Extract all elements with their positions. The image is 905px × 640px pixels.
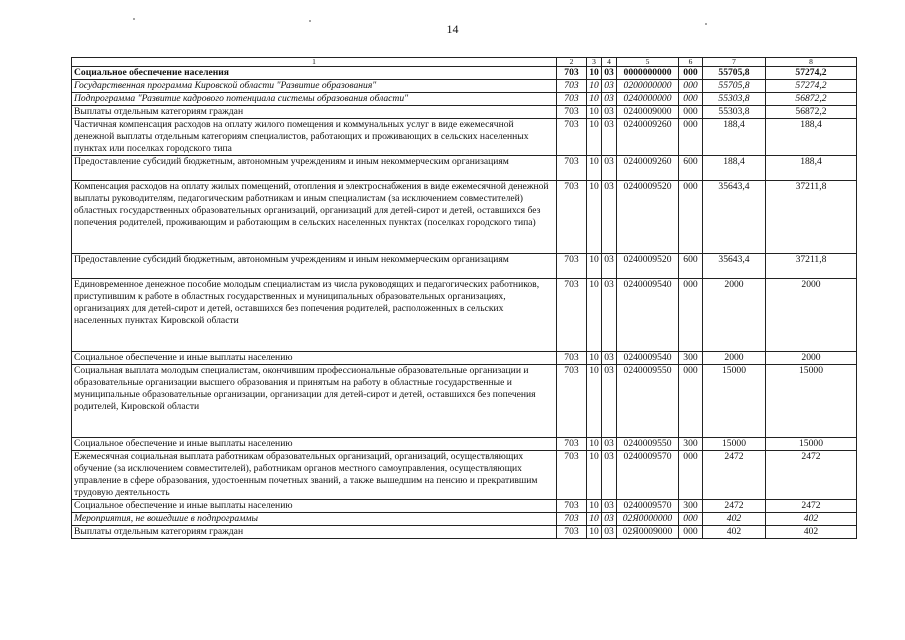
column-number: 7 <box>703 58 766 67</box>
row-ministry-code: 703 <box>557 352 587 365</box>
row-amount-year1: 55705,8 <box>703 80 766 93</box>
row-amount-year1: 2472 <box>703 500 766 513</box>
row-ministry-code: 703 <box>557 156 587 181</box>
row-description: Предоставление субсидий бюджетным, автономным учреждениям и иным некоммерческим организациям <box>72 156 557 181</box>
column-number: 5 <box>617 58 679 67</box>
row-target-article: 0240009570 <box>617 500 679 513</box>
row-amount-year2: 2000 <box>766 352 857 365</box>
column-number: 3 <box>587 58 602 67</box>
row-amount-year2: 37211,8 <box>766 181 857 254</box>
row-expense-type: 000 <box>679 93 703 106</box>
row-section-code: 10 <box>587 106 602 119</box>
row-target-article: 0240009540 <box>617 352 679 365</box>
row-section-code: 10 <box>587 181 602 254</box>
row-amount-year2: 188,4 <box>766 156 857 181</box>
column-number: 2 <box>557 58 587 67</box>
row-expense-type: 000 <box>679 279 703 352</box>
table-row <box>72 500 857 513</box>
row-amount-year1: 188,4 <box>703 156 766 181</box>
row-target-article: 0240009260 <box>617 156 679 181</box>
row-description: Социальное обеспечение и иные выплаты населению <box>72 438 557 451</box>
row-section-code: 10 <box>587 500 602 513</box>
row-description: Государственная программа Кировской области "Развитие образования" <box>72 80 557 93</box>
row-expense-type: 000 <box>679 80 703 93</box>
row-amount-year2: 57274,2 <box>766 80 857 93</box>
row-target-article: 0240009570 <box>617 451 679 500</box>
row-target-article: 0200000000 <box>617 80 679 93</box>
row-amount-year2: 56872,2 <box>766 106 857 119</box>
row-expense-type: 000 <box>679 513 703 526</box>
row-ministry-code: 703 <box>557 181 587 254</box>
scan-speck <box>309 20 311 22</box>
row-ministry-code: 703 <box>557 365 587 438</box>
row-amount-year2: 2472 <box>766 451 857 500</box>
row-subsection-code: 03 <box>602 93 617 106</box>
row-amount-year1: 55303,8 <box>703 106 766 119</box>
row-section-code: 10 <box>587 526 602 539</box>
row-target-article: 0240009260 <box>617 119 679 156</box>
row-ministry-code: 703 <box>557 513 587 526</box>
row-section-code: 10 <box>587 156 602 181</box>
table-row <box>72 513 857 526</box>
budget-table <box>71 57 857 539</box>
row-amount-year2: 15000 <box>766 365 857 438</box>
row-section-code: 10 <box>587 67 602 80</box>
table-row <box>72 156 857 181</box>
table-row <box>72 352 857 365</box>
row-subsection-code: 03 <box>602 365 617 438</box>
row-amount-year2: 2472 <box>766 500 857 513</box>
row-amount-year1: 2000 <box>703 279 766 352</box>
row-subsection-code: 03 <box>602 156 617 181</box>
row-ministry-code: 703 <box>557 119 587 156</box>
row-description: Социальное обеспечение и иные выплаты населению <box>72 500 557 513</box>
row-description: Частичная компенсация расходов на оплату жилого помещения и коммунальных услуг в виде ежемесячной денежной выплаты отдельным категориям специалистов, работающих и проживающих в сельских населенных пунктах или поселках городского типа <box>72 119 557 156</box>
scan-speck <box>133 18 135 20</box>
row-amount-year1: 15000 <box>703 438 766 451</box>
row-ministry-code: 703 <box>557 451 587 500</box>
table-row <box>72 451 857 500</box>
row-expense-type: 600 <box>679 156 703 181</box>
row-description: Социальное обеспечение и иные выплаты населению <box>72 352 557 365</box>
row-target-article: 0240009550 <box>617 365 679 438</box>
row-description: Социальное обеспечение населения <box>72 67 557 80</box>
column-number: 8 <box>766 58 857 67</box>
table-row <box>72 181 857 254</box>
row-section-code: 10 <box>587 352 602 365</box>
row-subsection-code: 03 <box>602 500 617 513</box>
row-subsection-code: 03 <box>602 438 617 451</box>
row-ministry-code: 703 <box>557 106 587 119</box>
row-ministry-code: 703 <box>557 279 587 352</box>
row-section-code: 10 <box>587 93 602 106</box>
row-amount-year2: 56872,2 <box>766 93 857 106</box>
row-description: Мероприятия, не вошедшие в подпрограммы <box>72 513 557 526</box>
row-amount-year1: 2000 <box>703 352 766 365</box>
row-amount-year1: 2472 <box>703 451 766 500</box>
column-number: 1 <box>72 58 557 67</box>
row-description: Компенсация расходов на оплату жилых помещений, отопления и электроснабжения в виде ежемесячной денежной выплаты руководителям, педагогическим работникам и иным специалистам (за исключением совместителей) областных государственных образовательных организаций, организаций для детей-сирот и детей, оставшихся без попечения родителей, проживающим и работающим в сельских населенных пунктах (поселках городского типа) <box>72 181 557 254</box>
row-expense-type: 000 <box>679 181 703 254</box>
row-section-code: 10 <box>587 80 602 93</box>
table-row <box>72 438 857 451</box>
row-amount-year2: 402 <box>766 513 857 526</box>
row-description: Единовременное денежное пособие молодым специалистам из числа руководящих и педагогических работников, приступившим к работе в областных государственных и муниципальных образовательных организациях, организациях для детей-сирот и детей, оставшихся без попечения родителей, расположенных в сельских населенных пунктах Кировской области <box>72 279 557 352</box>
row-subsection-code: 03 <box>602 526 617 539</box>
column-number: 4 <box>602 58 617 67</box>
row-ministry-code: 703 <box>557 80 587 93</box>
row-ministry-code: 703 <box>557 438 587 451</box>
row-target-article: 0000000000 <box>617 67 679 80</box>
row-amount-year1: 188,4 <box>703 119 766 156</box>
column-number: 6 <box>679 58 703 67</box>
row-subsection-code: 03 <box>602 352 617 365</box>
row-description: Подпрограмма "Развитие кадрового потенциала системы образования области" <box>72 93 557 106</box>
row-amount-year1: 35643,4 <box>703 254 766 279</box>
row-description: Ежемесячная социальная выплата работникам образовательных организаций, организаций, осуществляющих обучение (за исключением совместителей), работникам органов местного самоуправления, осуществляющих управление в сфере образования, удостоенным почетных званий, а также вышедшим на пенсию и прекратившим трудовую деятельность <box>72 451 557 500</box>
row-section-code: 10 <box>587 513 602 526</box>
row-expense-type: 300 <box>679 500 703 513</box>
row-ministry-code: 703 <box>557 526 587 539</box>
table-row <box>72 526 857 539</box>
row-subsection-code: 03 <box>602 67 617 80</box>
row-target-article: 0240009520 <box>617 254 679 279</box>
row-amount-year1: 55303,8 <box>703 93 766 106</box>
row-subsection-code: 03 <box>602 513 617 526</box>
row-subsection-code: 03 <box>602 181 617 254</box>
row-amount-year1: 35643,4 <box>703 181 766 254</box>
row-amount-year2: 402 <box>766 526 857 539</box>
row-section-code: 10 <box>587 119 602 156</box>
row-expense-type: 000 <box>679 119 703 156</box>
row-amount-year1: 402 <box>703 526 766 539</box>
row-amount-year2: 15000 <box>766 438 857 451</box>
row-amount-year2: 57274,2 <box>766 67 857 80</box>
row-target-article: 0240009550 <box>617 438 679 451</box>
row-expense-type: 300 <box>679 352 703 365</box>
row-subsection-code: 03 <box>602 106 617 119</box>
row-description: Выплаты отдельным категориям граждан <box>72 526 557 539</box>
row-amount-year1: 15000 <box>703 365 766 438</box>
row-target-article: 0240000000 <box>617 93 679 106</box>
row-subsection-code: 03 <box>602 119 617 156</box>
row-subsection-code: 03 <box>602 279 617 352</box>
table-row <box>72 80 857 93</box>
table-row <box>72 106 857 119</box>
row-expense-type: 300 <box>679 438 703 451</box>
row-expense-type: 000 <box>679 451 703 500</box>
row-target-article: 0240009520 <box>617 181 679 254</box>
row-target-article: 0240009540 <box>617 279 679 352</box>
table-row <box>72 119 857 156</box>
row-target-article: 02Я0009000 <box>617 526 679 539</box>
column-number-row <box>72 58 857 67</box>
row-section-code: 10 <box>587 451 602 500</box>
row-subsection-code: 03 <box>602 254 617 279</box>
row-subsection-code: 03 <box>602 451 617 500</box>
row-description: Социальная выплата молодым специалистам, окончившим профессиональные образовательные организации и образовательные организации высшего образования и принятым на работу в областные государственные и муниципальные образовательные организации, организации для детей-сирот и детей, оставшихся без попечения родителей, Кировской области <box>72 365 557 438</box>
row-amount-year1: 55705,8 <box>703 67 766 80</box>
row-amount-year2: 188,4 <box>766 119 857 156</box>
row-expense-type: 000 <box>679 106 703 119</box>
table-row <box>72 93 857 106</box>
row-amount-year1: 402 <box>703 513 766 526</box>
row-amount-year2: 2000 <box>766 279 857 352</box>
row-subsection-code: 03 <box>602 80 617 93</box>
row-ministry-code: 703 <box>557 93 587 106</box>
table-row <box>72 365 857 438</box>
table-row <box>72 279 857 352</box>
table-row <box>72 254 857 279</box>
row-section-code: 10 <box>587 365 602 438</box>
row-target-article: 0240009000 <box>617 106 679 119</box>
row-section-code: 10 <box>587 438 602 451</box>
row-description: Выплаты отдельным категориям граждан <box>72 106 557 119</box>
row-expense-type: 000 <box>679 526 703 539</box>
row-expense-type: 600 <box>679 254 703 279</box>
row-expense-type: 000 <box>679 365 703 438</box>
row-ministry-code: 703 <box>557 500 587 513</box>
table-row <box>72 67 857 80</box>
row-section-code: 10 <box>587 279 602 352</box>
scan-speck <box>705 23 707 25</box>
row-description: Предоставление субсидий бюджетным, автономным учреждениям и иным некоммерческим организациям <box>72 254 557 279</box>
row-ministry-code: 703 <box>557 67 587 80</box>
row-ministry-code: 703 <box>557 254 587 279</box>
row-section-code: 10 <box>587 254 602 279</box>
row-amount-year2: 37211,8 <box>766 254 857 279</box>
row-target-article: 02Я0000000 <box>617 513 679 526</box>
page-number: 14 <box>446 22 459 36</box>
row-expense-type: 000 <box>679 67 703 80</box>
